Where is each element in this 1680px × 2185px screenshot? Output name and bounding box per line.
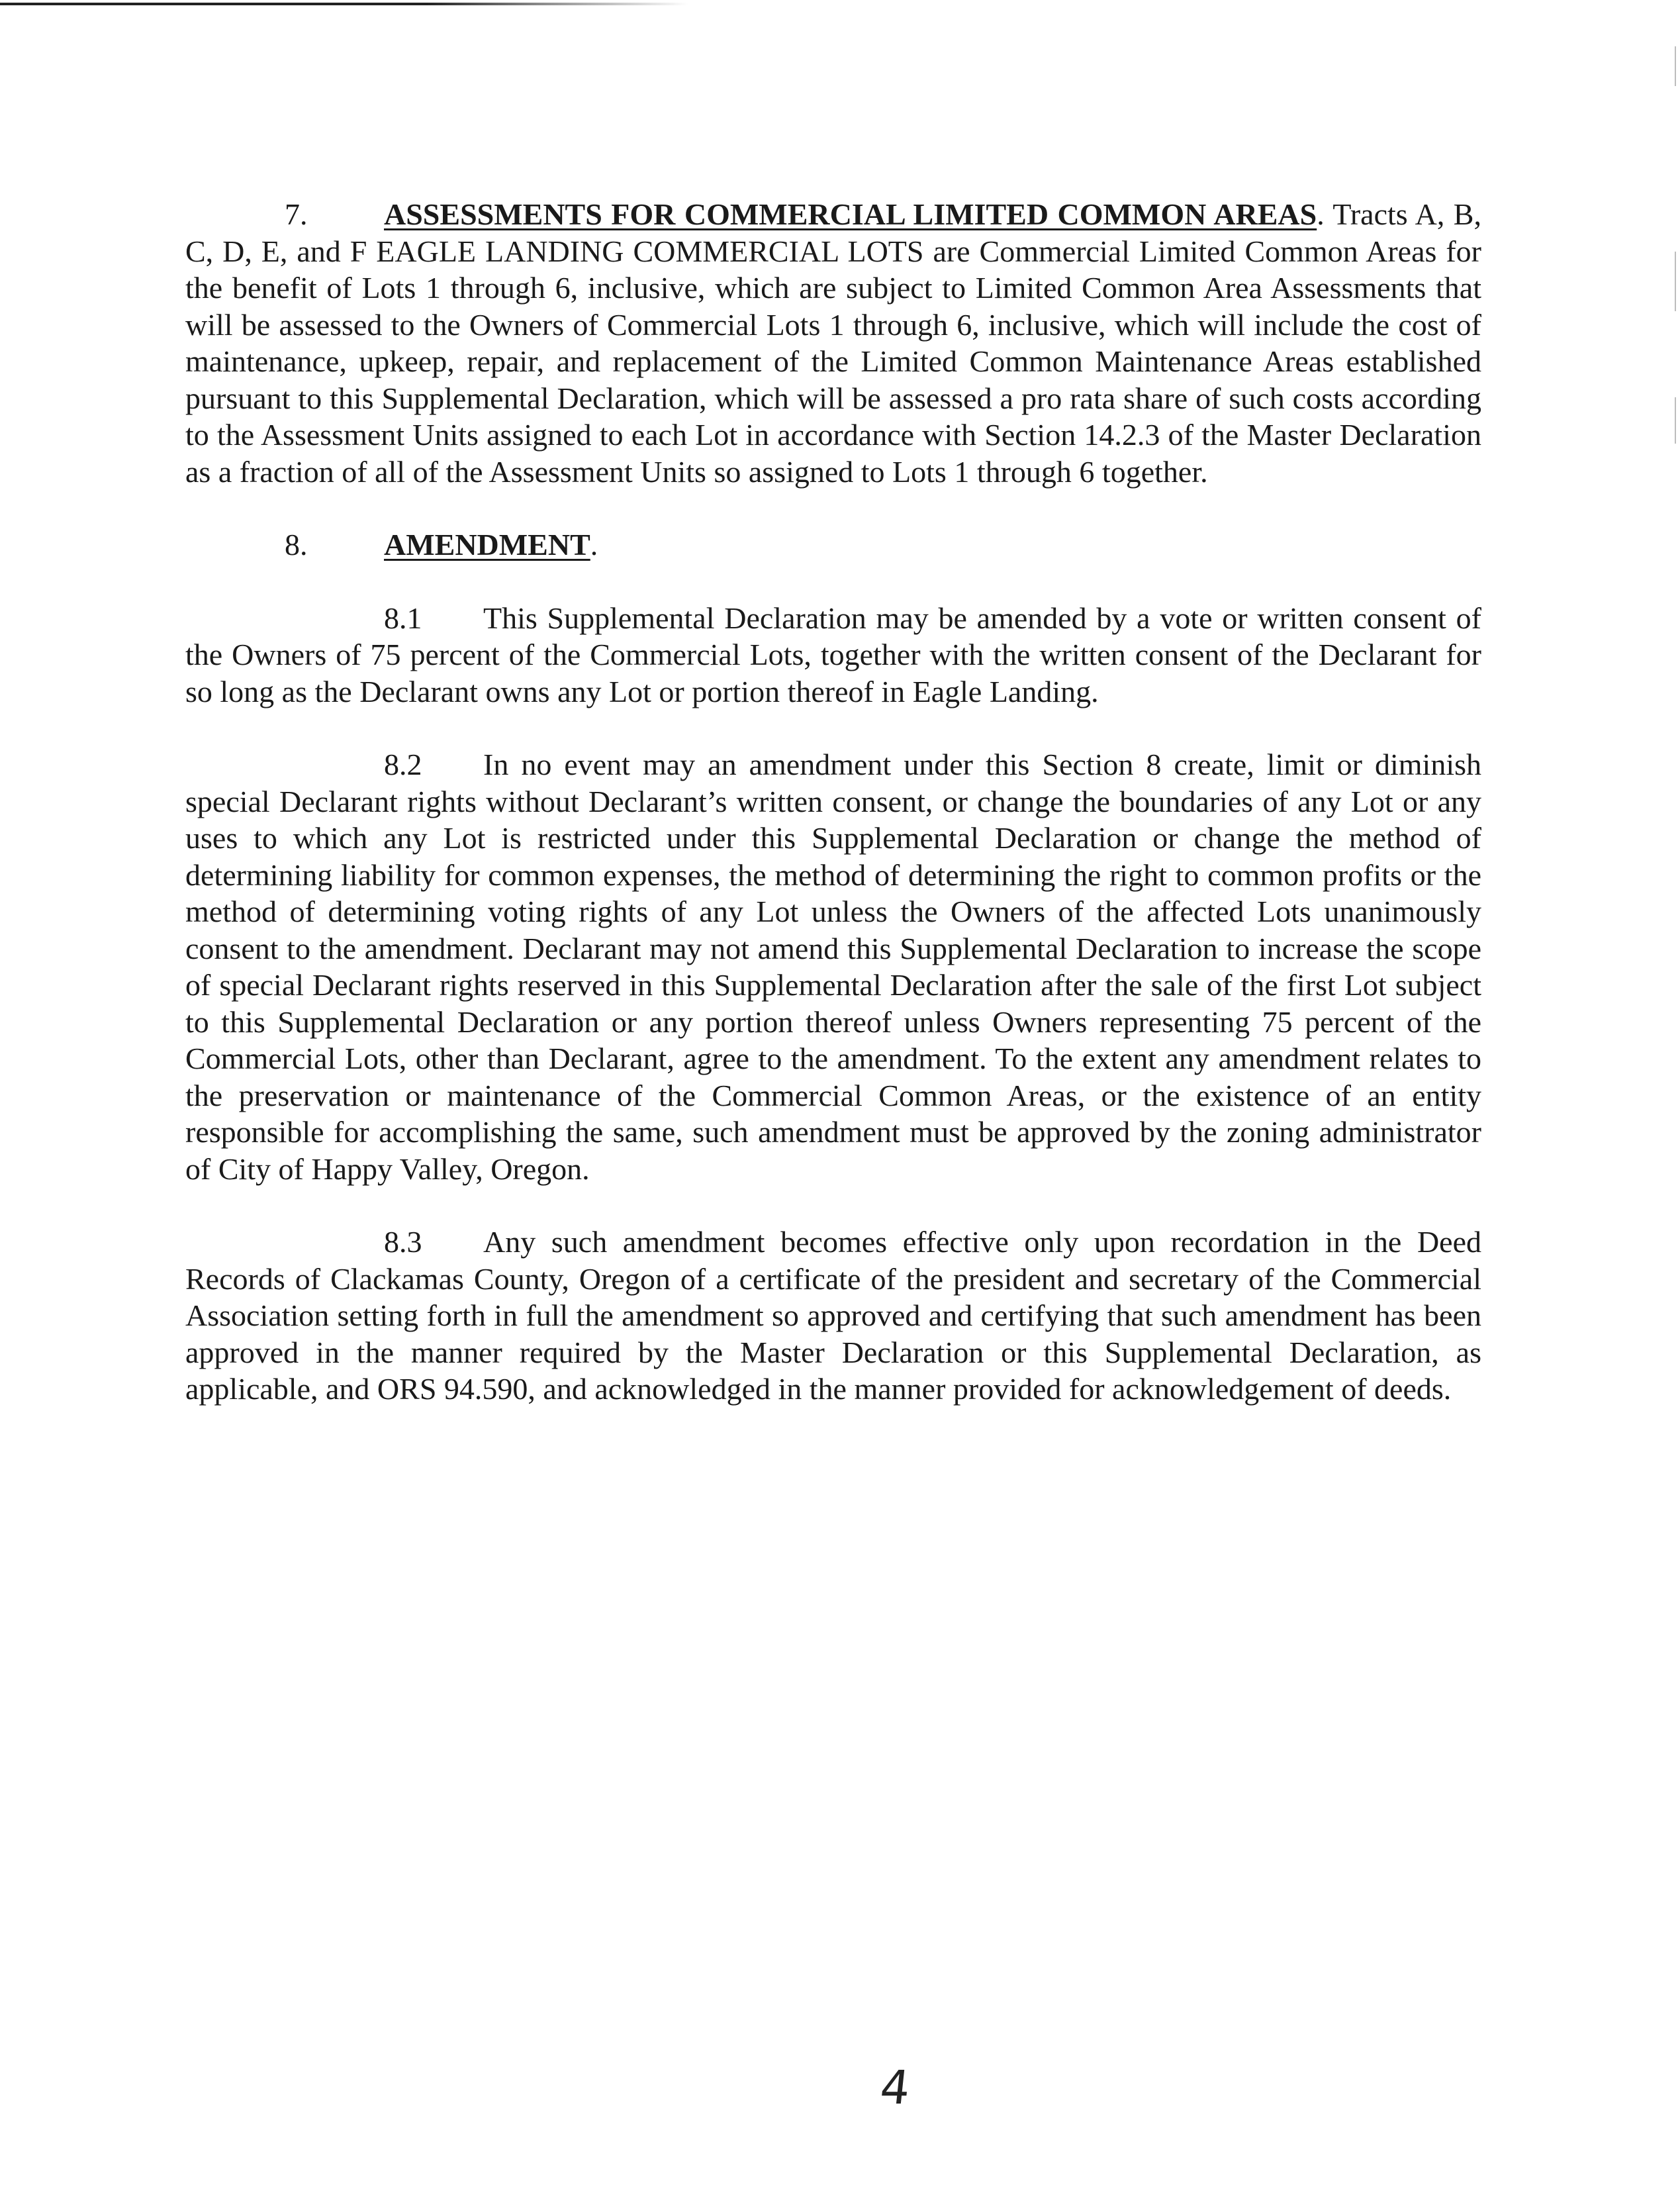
- subsection-8-3-text: Any such amendment becomes effective only upon recordation in the Deed Records of Clackamas County, Oregon of a certificate of the president and secretary of the Commercial Association setting forth in full the amendment so approved and certifying that such amendment has been approved in the manner required by the Master Declaration or this Supplemental Declaration, as applicable, and ORS 94.590, and acknowledged in the manner provided for acknowledgement of deeds.: [185, 1225, 1481, 1406]
- subsection-8-2-number: 8.2: [384, 748, 422, 781]
- subsection-8-1-text: This Supplemental Declaration may be amended by a vote or written consent of the Owners of 75 percent of the Commercial Lots, together with the written consent of the Declarant for so long as the Declarant owns any Lot or portion thereof in Eagle Landing.: [185, 601, 1481, 708]
- section-8-heading-period: .: [590, 528, 598, 561]
- section-7-heading: ASSESSMENTS FOR COMMERCIAL LIMITED COMMON AREAS: [384, 197, 1317, 231]
- scan-edge-mark: [1675, 46, 1676, 86]
- scan-edge-mark: [1675, 252, 1676, 311]
- subsection-8-2-text: In no event may an amendment under this Section 8 create, limit or diminish special Declarant rights without Declarant’s written consent, or change the boundaries of any Lot or any uses to which any Lot is restricted under this Supplemental Declaration or change the method of determining liability for common expenses, the method of determining the right to common profits or the method of determining voting rights of any Lot unless the Owners of the affected Lots unanimously consent to the amendment. Declarant may not amend this Supplemental Declaration to increase the scope of special Declarant rights reserved in this Supplemental Declaration after the sale of the first Lot subject to this Supplemental Declaration or any portion thereof unless Owners representing 75 percent of the Commercial Lots, other than Declarant, agree to the amendment. To the extent any amendment relates to the preservation or maintenance of the Commercial Common Areas, or the existence of an entity responsible for accomplishing the same, such amendment must be approved by the zoning administrator of City of Happy Valley, Oregon.: [185, 748, 1481, 1186]
- subsection-8-1-number: 8.1: [384, 601, 422, 635]
- subsection-8-3-number: 8.3: [384, 1225, 422, 1259]
- scan-edge-mark: [1675, 397, 1676, 444]
- subsection-8-2-paragraph: [185, 746, 1481, 1187]
- section-7-text: Tracts A, B, C, D, E, and F EAGLE LANDING COMMERCIAL LOTS are Commercial Limited Common Areas for the benefit of Lots 1 through 6, inclusive, which are subject to Limited Common Area Assessments that will be assessed to the Owners of Commercial Lots 1 through 6, inclusive, which will include the cost of maintenance, upkeep, repair, and replacement of the Limited Common Maintenance Areas established pursuant to this Supplemental Declaration, which will be assessed a pro rata share of such costs according to the Assessment Units assigned to each Lot in accordance with Section 14.2.3 of the Master Declaration as a fraction of all of the Assessment Units so assigned to Lots 1 through 6 together.: [185, 197, 1481, 489]
- section-8-heading-line: [185, 526, 1481, 563]
- section-7-number: 7.: [285, 197, 308, 231]
- subsection-8-3-paragraph: [185, 1224, 1481, 1408]
- document-body: [185, 196, 1481, 1408]
- section-8-heading: AMENDMENT: [384, 528, 590, 561]
- scan-top-rule: [0, 3, 688, 5]
- subsection-8-1-paragraph: [185, 600, 1481, 710]
- section-7-paragraph: [185, 196, 1481, 490]
- handwritten-page-number: 4: [877, 2061, 913, 2115]
- section-7-heading-period: .: [1317, 197, 1325, 231]
- section-8-number: 8.: [285, 528, 308, 561]
